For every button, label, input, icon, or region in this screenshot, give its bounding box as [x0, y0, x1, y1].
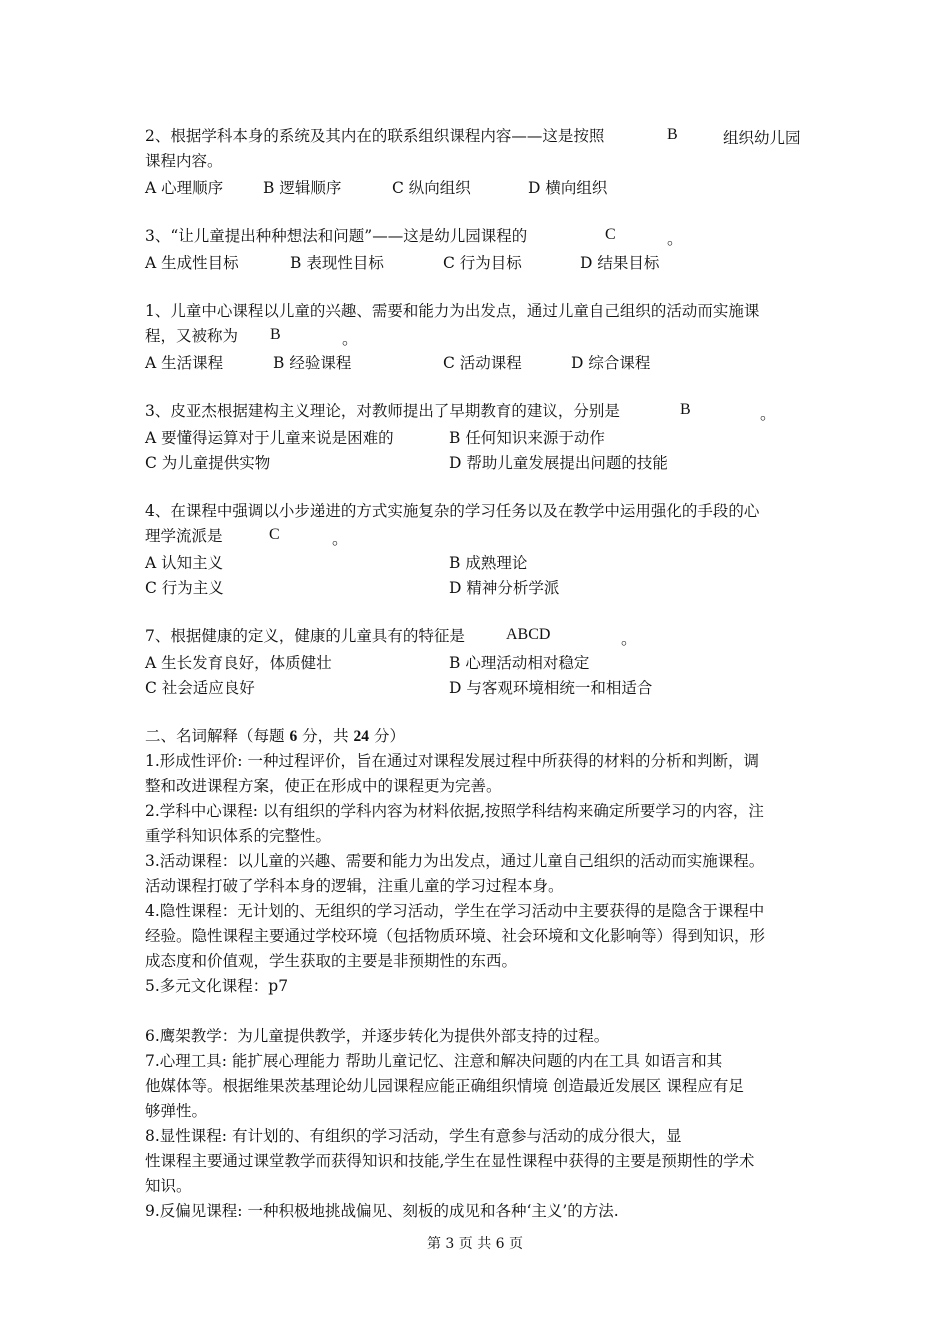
- term-line: 9.反偏见课程: 一种积极地挑战偏见、刻板的成见和各种‘主义’的方法.: [145, 1202, 619, 1220]
- answer: B: [680, 401, 691, 418]
- question-tail: 。: [332, 531, 349, 548]
- question-line: 程，又被称为: [145, 327, 239, 345]
- option-d: D 综合课程: [571, 354, 651, 372]
- question-line: 3、“让儿童提出种种想法和问题”——这是幼儿园课程的: [145, 227, 528, 245]
- term-line: 3.活动课程：以儿童的兴趣、需要和能力为出发点，通过儿童自己组织的活动而实施课程。: [145, 852, 765, 870]
- option-d: D 帮助儿童发展提出问题的技能: [449, 454, 668, 472]
- answer: C: [605, 226, 616, 243]
- answer: B: [270, 326, 281, 343]
- option-d: D 横向组织: [528, 179, 608, 197]
- term-line: 经验。隐性课程主要通过学校环境（包括物质环境、社会环境和文化影响等）得到知识，形: [145, 927, 766, 945]
- option-a: A 生成性目标: [145, 254, 239, 272]
- question-line: 4、在课程中强调以小步递进的方式实施复杂的学习任务以及在教学中运用强化的手段的心: [145, 502, 760, 520]
- term-line: 够弹性。: [145, 1102, 208, 1120]
- term-line: 重学科知识体系的完整性。: [145, 827, 332, 845]
- term-line: 2.学科中心课程: 以有组织的学科内容为材料依据,按照学科结构来确定所要学习的内容，注: [145, 802, 764, 820]
- option-b: B 任何知识来源于动作: [449, 429, 605, 447]
- term-line: 活动课程打破了学科本身的逻辑，注重儿童的学习过程本身。: [145, 877, 564, 895]
- question-line: 7、根据健康的定义，健康的儿童具有的特征是: [145, 627, 465, 645]
- option-c: C 为儿童提供实物: [145, 454, 271, 472]
- term-line: 4.隐性课程：无计划的、无组织的学习活动，学生在学习活动中主要获得的是隐含于课程中: [145, 902, 765, 920]
- term-line: 知识。: [145, 1177, 192, 1195]
- option-a: A 认知主义: [145, 554, 224, 572]
- question-tail: 。: [621, 631, 638, 648]
- option-d: D 精神分析学派: [449, 579, 560, 597]
- option-a: A 生活课程: [145, 354, 224, 372]
- question-line: 3、皮亚杰根据建构主义理论，对教师提出了早期教育的建议，分别是: [145, 402, 620, 420]
- term-line: 7.心理工具: 能扩展心理能力 帮助儿童记忆、注意和解决问题的内在工具 如语言和其: [145, 1052, 723, 1070]
- term-line: 性课程主要通过课堂教学而获得知识和技能,学生在显性课程中获得的主要是预期性的学术: [145, 1152, 755, 1170]
- option-b: B 心理活动相对稳定: [449, 654, 590, 672]
- answer: C: [269, 526, 280, 543]
- term-line: 整和改进课程方案，使正在形成中的课程更为完善。: [145, 777, 502, 795]
- option-d: D 结果目标: [580, 254, 660, 272]
- question-tail: 组织幼儿园: [723, 129, 801, 147]
- answer: B: [667, 126, 678, 143]
- option-c: C 行为主义: [145, 579, 224, 597]
- term-line: 6.鹰架教学：为儿童提供教学，并逐步转化为提供外部支持的过程。: [145, 1027, 610, 1045]
- question-tail: 。: [760, 406, 777, 423]
- option-c: C 行为目标: [443, 254, 522, 272]
- question-line: 课程内容。: [145, 152, 223, 170]
- option-b: B 成熟理论: [449, 554, 528, 572]
- option-c: C 社会适应良好: [145, 679, 255, 697]
- term-line: 8.显性课程: 有计划的、有组织的学习活动，学生有意参与活动的成分很大，显: [145, 1127, 682, 1145]
- option-a: A 生长发育良好，体质健壮: [145, 654, 332, 672]
- option-c: C 活动课程: [443, 354, 522, 372]
- term-line: 成态度和价值观，学生获取的主要是非预期性的东西。: [145, 952, 518, 970]
- option-d: D 与客观环境相统一和相适合: [449, 679, 653, 697]
- option-c: C 纵向组织: [392, 179, 471, 197]
- option-a: A 心理顺序: [145, 179, 224, 197]
- question-line: 1、儿童中心课程以儿童的兴趣、需要和能力为出发点，通过儿童自己组织的活动而实施课: [145, 302, 760, 320]
- question-tail: 。: [667, 231, 684, 248]
- term-line: 1.形成性评价: 一种过程评价，旨在通过对课程发展过程中所获得的材料的分析和判断，调: [145, 752, 759, 770]
- option-a: A 要懂得运算对于儿童来说是困难的: [145, 429, 394, 447]
- option-b: B 表现性目标: [290, 254, 384, 272]
- page-footer: 第 3 页 共 6 页: [426, 1236, 524, 1252]
- section-heading: 二、名词解释（每题 6 分，共 24 分）: [145, 727, 405, 745]
- term-line: 他媒体等。根据维果茨基理论幼儿园课程应能正确组织情境 创造最近发展区 课程应有足: [145, 1077, 744, 1095]
- question-tail: 。: [342, 331, 359, 348]
- answer: ABCD: [506, 626, 551, 643]
- question-line: 理学流派是: [145, 527, 223, 545]
- term-line: 5.多元文化课程：p7: [145, 977, 289, 995]
- option-b: B 逻辑顺序: [263, 179, 342, 197]
- option-b: B 经验课程: [273, 354, 352, 372]
- question-line: 2、根据学科本身的系统及其内在的联系组织课程内容——这是按照: [145, 127, 605, 145]
